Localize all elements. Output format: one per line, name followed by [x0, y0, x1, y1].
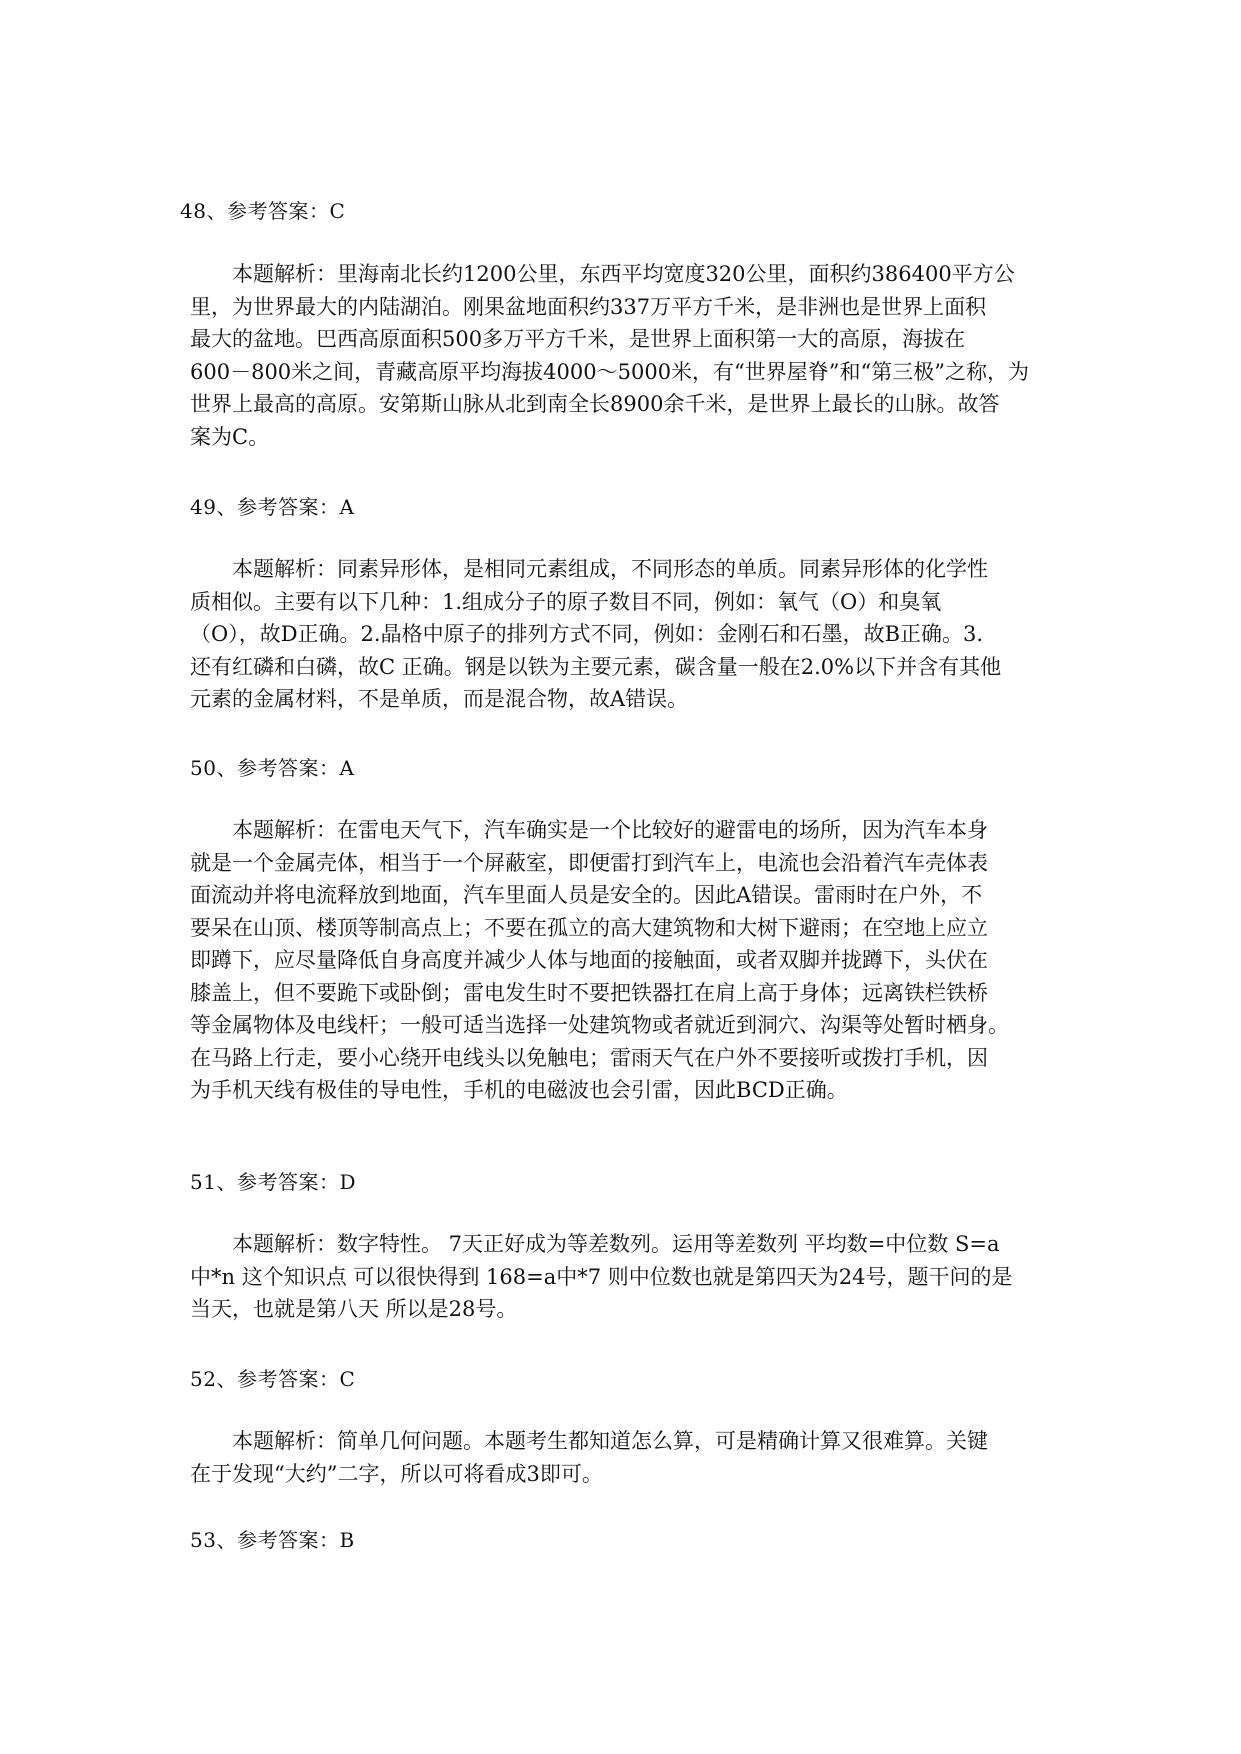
- explanation-line: 元素的金属材料，不是单质，而是混合物，故A错误。: [190, 687, 689, 711]
- explanation-52: [190, 1425, 1052, 1490]
- explanation-line: 本题解析：里海南北长约1200公里，东西平均宽度320公里，面积约386400平方公: [232, 262, 1015, 286]
- explanation-48: [190, 258, 1052, 453]
- explanation-line: 本题解析：在雷电天气下，汽车确实是一个比较好的避雷电的场所，因为汽车本身: [232, 818, 988, 842]
- explanation-line: 中*n 这个知识点 可以很快得到 168=a中*7 则中位数也就是第四天为24号，题干问的是: [190, 1264, 1013, 1289]
- explanation-line: 膝盖上，但不要跪下或卧倒；雷电发生时不要把铁器扛在肩上高于身体；远离铁栏铁桥: [190, 980, 988, 1005]
- explanation-line: 等金属物体及电线杆；一般可适当选择一处建筑物或者就近到洞穴、沟渠等处暂时栖身。: [190, 1013, 1009, 1037]
- answer-49: 49、参考答案：A: [190, 495, 355, 519]
- explanation-49: [190, 553, 1052, 716]
- answer-51: 51、参考答案：D: [190, 1170, 356, 1194]
- explanation-line: 里，为世界最大的内陆湖泊。刚果盆地面积约337万平方千米，是非洲也是世界上面积: [190, 294, 987, 319]
- explanation-line: 即蹲下，应尽量降低自身高度并减少人体与地面的接触面，或者双脚并拢蹲下，头伏在: [190, 948, 988, 972]
- explanation-line: 600－800米之间，青藏高原平均海拔4000～5000米，有“世界屋脊”和“第三极”之称，为: [190, 359, 1029, 384]
- explanation-line: 质相似。主要有以下几种：1.组成分子的原子数目不同，例如：氧气（O）和臭氧: [190, 589, 942, 614]
- answer-48: 48、参考答案：C: [180, 199, 346, 223]
- answer-50: 50、参考答案：A: [190, 756, 355, 780]
- explanation-line: （O），故D正确。2.晶格中原子的排列方式不同，例如：金刚石和石墨，故B正确。3.: [190, 622, 984, 646]
- explanation-line: 案为C。: [190, 424, 270, 449]
- answer-52: 52、参考答案：C: [190, 1367, 356, 1391]
- explanation-line: 要呆在山顶、楼顶等制高点上；不要在孤立的高大建筑物和大树下避雨；在空地上应立: [190, 915, 988, 940]
- explanation-50: [190, 814, 1052, 1107]
- explanation-line: 本题解析：数字特性。 7天正好成为等差数列。运用等差数列 平均数=中位数 S=a: [232, 1232, 1000, 1256]
- explanation-line: 在于发现“大约”二字，所以可将看成3即可。: [190, 1461, 603, 1486]
- explanation-line: 还有红磷和白磷，故C 正确。钢是以铁为主要元素，碳含量一般在2.0%以下并含有其他: [190, 654, 1002, 679]
- explanation-line: 世界上最高的高原。安第斯山脉从北到南全长8900余千米，是世界上最长的山脉。故答: [190, 392, 1000, 416]
- explanation-line: 为手机天线有极佳的导电性，手机的电磁波也会引雷，因此BCD正确。: [190, 1078, 848, 1102]
- explanation-line: 面流动并将电流释放到地面，汽车里面人员是安全的。因此A错误。雷雨时在户外，不: [190, 883, 983, 907]
- explanation-line: 最大的盆地。巴西高原面积500多万平方千米，是世界上面积第一大的高原，海拔在: [190, 327, 966, 351]
- answer-53: 53、参考答案：B: [190, 1528, 355, 1552]
- explanation-51: [190, 1228, 1052, 1326]
- explanation-line: 本题解析：同素异形体，是相同元素组成，不同形态的单质。同素异形体的化学性: [232, 557, 988, 581]
- explanation-line: 在马路上行走，要小心绕开电线头以免触电；雷雨天气在户外不要接听或拨打手机，因: [190, 1045, 988, 1070]
- explanation-line: 当天，也就是第八天 所以是28号。: [190, 1297, 518, 1321]
- explanation-line: 就是一个金属壳体，相当于一个屏蔽室，即便雷打到汽车上，电流也会沿着汽车壳体表: [190, 850, 988, 875]
- explanation-line: 本题解析：简单几何问题。本题考生都知道怎么算，可是精确计算又很难算。关键: [232, 1429, 988, 1453]
